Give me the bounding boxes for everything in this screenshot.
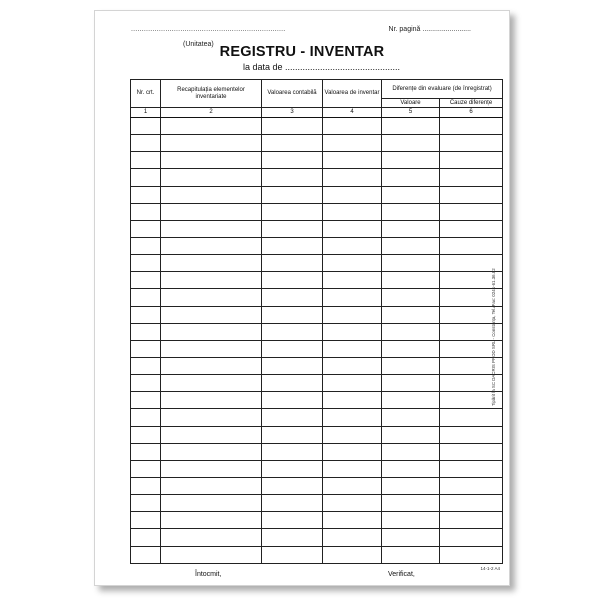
unit-label: (Unitatea) (183, 41, 214, 48)
page-number-field: Nr. pagină ......................... (388, 26, 471, 33)
col-header-recap: Recapitulația elementelor inventariate (161, 80, 262, 108)
table-cell (262, 529, 323, 546)
table-cell (262, 118, 323, 135)
table-cell (323, 546, 382, 563)
table-cell (323, 118, 382, 135)
table-cell (382, 169, 440, 186)
table-cell (161, 169, 262, 186)
table-cell (382, 460, 440, 477)
table-cell (440, 169, 503, 186)
table-cell (131, 186, 161, 203)
table-cell (262, 135, 323, 152)
table-cell (382, 340, 440, 357)
table-cell (262, 460, 323, 477)
table-cell (131, 443, 161, 460)
table-row (131, 306, 503, 323)
table-cell (382, 289, 440, 306)
table-cell (323, 512, 382, 529)
table-cell (131, 169, 161, 186)
table-row (131, 529, 503, 546)
table-cell (382, 272, 440, 289)
table-cell (382, 495, 440, 512)
table-cell (131, 237, 161, 254)
table-cell (323, 357, 382, 374)
table-row (131, 375, 503, 392)
table-cell (323, 255, 382, 272)
table-cell (161, 323, 262, 340)
table-cell (323, 323, 382, 340)
table-row (131, 426, 503, 443)
table-cell (131, 340, 161, 357)
table-cell (131, 495, 161, 512)
table-cell (161, 152, 262, 169)
table-cell (161, 237, 262, 254)
table-cell (262, 495, 323, 512)
table-cell (382, 203, 440, 220)
table-cell (440, 237, 503, 254)
table-cell (131, 323, 161, 340)
table-cell (323, 460, 382, 477)
table-cell (262, 409, 323, 426)
table-cell (382, 375, 440, 392)
table-cell (440, 118, 503, 135)
form-code: 14-1-2 A4 (480, 566, 500, 571)
table-cell (323, 409, 382, 426)
col-header-differences: Diferențe din evaluare (de înregistrat) (382, 80, 503, 99)
table-cell (262, 357, 323, 374)
table-cell (440, 529, 503, 546)
form-sheet (94, 10, 510, 586)
table-cell (382, 306, 440, 323)
table-cell (323, 306, 382, 323)
table-cell (262, 255, 323, 272)
table-cell (262, 289, 323, 306)
table-cell (161, 220, 262, 237)
table-cell (262, 375, 323, 392)
table-cell (131, 512, 161, 529)
table-cell (262, 426, 323, 443)
column-number: 5 (382, 108, 440, 118)
table-cell (382, 357, 440, 374)
date-line: la data de .............................................. (243, 62, 401, 72)
table-cell (382, 443, 440, 460)
table-cell (131, 460, 161, 477)
table-cell (131, 203, 161, 220)
table-row (131, 118, 503, 135)
table-cell (161, 203, 262, 220)
table-cell (382, 186, 440, 203)
table-cell (131, 152, 161, 169)
table-cell (131, 409, 161, 426)
col-header-value: Valoare (382, 99, 440, 108)
table-row (131, 237, 503, 254)
table-cell (161, 289, 262, 306)
table-cell (440, 186, 503, 203)
column-number: 3 (262, 108, 323, 118)
table-cell (382, 118, 440, 135)
col-header-inventory-value: Valoarea de inventar (323, 80, 382, 108)
table-cell (382, 529, 440, 546)
table-cell (262, 323, 323, 340)
table-cell (262, 477, 323, 494)
table-cell (323, 220, 382, 237)
table-cell (382, 323, 440, 340)
table-cell (440, 443, 503, 460)
column-number-row (131, 108, 503, 118)
column-number: 4 (323, 108, 382, 118)
table-cell (131, 529, 161, 546)
table-cell (323, 477, 382, 494)
table-row (131, 272, 503, 289)
table-cell (440, 203, 503, 220)
table-cell (161, 460, 262, 477)
table-row (131, 357, 503, 374)
table-cell (161, 340, 262, 357)
column-number: 1 (131, 108, 161, 118)
table-cell (323, 169, 382, 186)
table-cell (161, 306, 262, 323)
table-cell (131, 135, 161, 152)
unit-dotted-line: ........................................................................ (131, 26, 286, 33)
table-cell (161, 392, 262, 409)
table-cell (131, 375, 161, 392)
table-cell (161, 272, 262, 289)
table-cell (440, 477, 503, 494)
table-cell (323, 529, 382, 546)
verified-by-label: Verificat, (388, 571, 415, 578)
table-cell (161, 512, 262, 529)
table-cell (262, 443, 323, 460)
col-header-causes: Cauze diferențe (440, 99, 503, 108)
table-cell (323, 237, 382, 254)
table-row (131, 169, 503, 186)
table-cell (262, 306, 323, 323)
table-row (131, 220, 503, 237)
table-cell (382, 152, 440, 169)
table-row (131, 512, 503, 529)
table-cell (262, 272, 323, 289)
table-cell (161, 409, 262, 426)
table-cell (131, 426, 161, 443)
table-cell (262, 220, 323, 237)
table-cell (131, 306, 161, 323)
table-row (131, 443, 503, 460)
table-cell (161, 357, 262, 374)
table-cell (382, 426, 440, 443)
table-row (131, 392, 503, 409)
table-cell (323, 152, 382, 169)
table-cell (323, 495, 382, 512)
table-cell (161, 255, 262, 272)
table-cell (161, 477, 262, 494)
table-cell (262, 237, 323, 254)
table-cell (440, 135, 503, 152)
table-cell (440, 220, 503, 237)
table-row (131, 135, 503, 152)
col-header-book-value: Valoarea contabilă (262, 80, 323, 108)
table-cell (323, 443, 382, 460)
table-cell (382, 237, 440, 254)
table-cell (131, 118, 161, 135)
col-header-nr: Nr. crt. (131, 80, 161, 108)
table-cell (131, 255, 161, 272)
table-row (131, 152, 503, 169)
table-cell (262, 340, 323, 357)
table-cell (440, 152, 503, 169)
table-cell (131, 546, 161, 563)
inventory-register-table (130, 79, 503, 564)
table-row (131, 460, 503, 477)
table-cell (382, 512, 440, 529)
table-cell (131, 289, 161, 306)
table-cell (323, 186, 382, 203)
table-cell (161, 546, 262, 563)
table-cell (161, 426, 262, 443)
table-cell (262, 392, 323, 409)
table-cell (161, 443, 262, 460)
table-cell (262, 512, 323, 529)
table-cell (382, 135, 440, 152)
table-cell (440, 512, 503, 529)
table-row (131, 323, 503, 340)
table-cell (440, 426, 503, 443)
table-cell (440, 409, 503, 426)
table-cell (131, 477, 161, 494)
table-cell (161, 495, 262, 512)
register-body (131, 118, 503, 564)
table-row (131, 409, 503, 426)
table-row (131, 495, 503, 512)
table-cell (131, 272, 161, 289)
table-cell (382, 409, 440, 426)
table-cell (440, 460, 503, 477)
printer-imprint: Tipărit la SC DACRIS PROD SRL - Constanța, Tel./Fax: 0241-61.36.82 (491, 268, 496, 406)
table-cell (440, 495, 503, 512)
column-number: 6 (440, 108, 503, 118)
table-cell (382, 255, 440, 272)
page-title: REGISTRU - INVENTAR (219, 44, 385, 60)
table-cell (440, 546, 503, 563)
column-number: 2 (161, 108, 262, 118)
table-row (131, 203, 503, 220)
table-cell (382, 477, 440, 494)
table-row (131, 340, 503, 357)
table-cell (161, 118, 262, 135)
table-cell (382, 220, 440, 237)
table-cell (382, 546, 440, 563)
table-cell (323, 392, 382, 409)
table-cell (262, 152, 323, 169)
table-row (131, 186, 503, 203)
prepared-by-label: Întocmit, (195, 571, 222, 578)
table-cell (323, 375, 382, 392)
table-cell (323, 203, 382, 220)
table-row (131, 255, 503, 272)
table-row (131, 546, 503, 563)
table-cell (161, 186, 262, 203)
table-cell (161, 529, 262, 546)
table-cell (323, 289, 382, 306)
table-cell (323, 135, 382, 152)
table-cell (131, 357, 161, 374)
table-cell (323, 272, 382, 289)
table-cell (262, 203, 323, 220)
table-row (131, 477, 503, 494)
table-cell (262, 186, 323, 203)
table-row (131, 289, 503, 306)
table-cell (161, 375, 262, 392)
table-cell (382, 392, 440, 409)
table-cell (262, 169, 323, 186)
table-cell (262, 546, 323, 563)
table-cell (131, 392, 161, 409)
table-cell (131, 220, 161, 237)
table-cell (323, 426, 382, 443)
table-cell (161, 135, 262, 152)
table-cell (323, 340, 382, 357)
